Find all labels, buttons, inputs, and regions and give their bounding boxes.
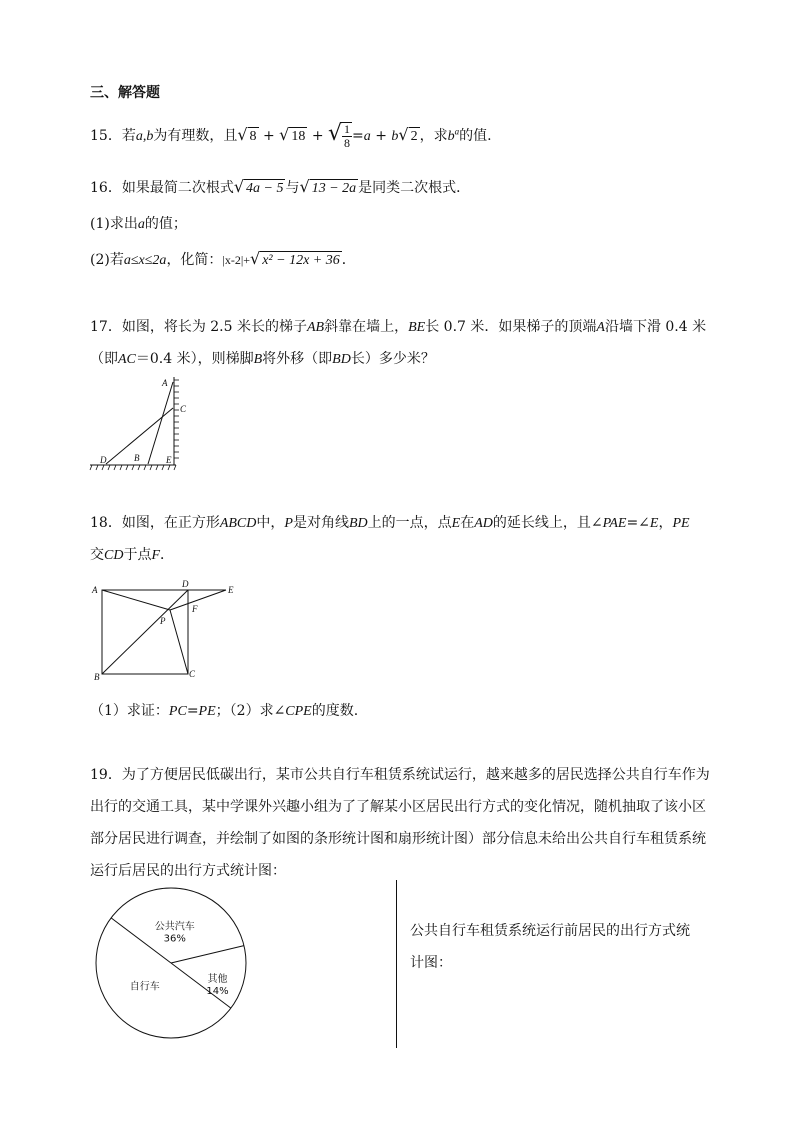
q17-text: 如图，将长为 2.5 米长的梯子 — [121, 319, 307, 335]
q18-var: ABCD — [219, 516, 257, 531]
label-e: E — [228, 585, 234, 595]
label-f: F — [192, 604, 198, 614]
q17-text: 斜靠在墙上， — [324, 319, 409, 335]
q16-sub2-cond: a≤x≤2a — [123, 253, 167, 268]
question-16-part-2: (2)若a≤x≤2a，化简：|x-2|+√ x² − 12x + 36 ． — [90, 249, 356, 268]
q18-text: 中， — [256, 515, 285, 531]
q17-number: 17． — [90, 319, 122, 335]
q16-sub2-radicand: x² − 12x + 36 — [262, 253, 340, 268]
pie-slice-boundary — [171, 946, 244, 963]
q17-var: A — [596, 320, 605, 335]
question-19-line-3: 部分居民进行调查，并绘制了如图的条形统计图和扇形统计图）部分信息未给出公共自行车租赁系统 — [90, 831, 706, 847]
q18-var: AD — [474, 516, 493, 531]
question-17-line-1 — [90, 318, 706, 337]
label-a: A — [162, 378, 168, 388]
q17-text: 沿墙下滑 0.4 米 — [604, 319, 707, 335]
q18-text: 的延长线上，且∠ — [492, 515, 603, 531]
q18-text: 是对角线 — [292, 515, 349, 531]
q16-text: 如果最简二次根式 — [121, 180, 234, 196]
q18-text: 在 — [460, 515, 475, 531]
q18-text: ． — [160, 547, 175, 563]
q18-var: CD — [104, 548, 124, 563]
q17-text: 长）多少米？ — [350, 351, 435, 367]
segment-ap — [102, 590, 170, 610]
q18-sub-text: 的度数. — [311, 703, 359, 719]
pie-slice-label: 公共汽车 — [154, 921, 195, 933]
q15-vars: a,b — [135, 129, 154, 144]
q18-text: 交 — [90, 547, 104, 563]
q16-text: 与 — [285, 180, 300, 196]
q18-var: PE — [672, 516, 690, 531]
q16-text: 是同类二次根式． — [358, 180, 471, 196]
q17-text: 将外移（即 — [262, 351, 333, 367]
pie-chart — [90, 884, 254, 1044]
q16-sub1-end: 的值； — [144, 216, 187, 232]
square-figure — [86, 578, 246, 686]
q18-sub-text: = — [186, 703, 199, 719]
label-b: B — [94, 672, 100, 682]
q18-var: BD — [348, 516, 368, 531]
q18-text: 上的一点，点 — [367, 515, 452, 531]
q15-rhs-radicand: 2 — [410, 129, 418, 144]
q18-sub-var: PE — [198, 704, 216, 719]
ladder-ab — [148, 382, 173, 464]
q16-sub1-label: (1)求出 — [90, 216, 138, 232]
segment-pc — [170, 610, 188, 674]
q16-radicand-2: 13 − 2a — [311, 181, 357, 196]
q16-sub2-end: ． — [341, 252, 356, 268]
q15-number: 15． — [90, 128, 122, 144]
q18-text: ， — [658, 515, 673, 531]
q16-sub2-abs: |x-2|+ — [222, 253, 251, 267]
q15-fraction: $\frac{1}{8}$ — [344, 122, 351, 150]
question-18-line-2 — [90, 546, 174, 565]
q15-rhs-a: a — [363, 129, 371, 144]
q18-var: P — [284, 516, 293, 531]
pie-slice-value: 36% — [163, 933, 186, 945]
question-16-part-1 — [90, 215, 187, 234]
q15-pow-exp: a — [454, 126, 460, 137]
q18-text: 如图，在正方形 — [121, 515, 220, 531]
chart-caption-line-2: 计图： — [410, 955, 452, 971]
q18-sub-var: PC — [168, 704, 187, 719]
ladder-figure — [86, 372, 196, 472]
q16-sub2-mid: ，化简： — [166, 252, 223, 268]
pie-slice-label: 其他 — [207, 973, 228, 985]
q18-var: E — [649, 516, 659, 531]
q15-text: 的值. — [459, 128, 492, 144]
q18-sub-var: CPE — [285, 704, 312, 719]
q18-var: F — [151, 548, 161, 563]
q15-text: 若 — [121, 128, 136, 144]
q16-number: 16． — [90, 180, 122, 196]
column-divider — [396, 880, 397, 1048]
q18-number: 18． — [90, 515, 122, 531]
q17-var: BE — [408, 320, 426, 335]
label-e: E — [166, 455, 172, 465]
q18-sub-text: （1）求证： — [90, 703, 169, 719]
q16-sub2-label: (2)若 — [90, 252, 124, 268]
q15-rhs-b: b — [391, 129, 399, 144]
q17-text: ＝0.4 米），则梯脚 — [135, 351, 254, 367]
ladder-cd — [106, 408, 173, 464]
question-19-line-4: 运行后居民的出行方式统计图： — [90, 863, 286, 879]
q15-text: 为有理数，且 — [153, 128, 238, 144]
pie-slice-value: 14% — [206, 985, 229, 997]
label-c: C — [189, 669, 196, 679]
q18-var: PAE — [602, 516, 627, 531]
label-d: D — [182, 579, 189, 589]
q18-sub-text: ；（2）求∠ — [215, 703, 286, 719]
chart-caption-line-1: 公共自行车租赁系统运行前居民的出行方式统 — [410, 923, 690, 939]
question-19-line-2: 出行的交通工具，某中学课外兴趣小组为了了解某小区居民出行方式的变化情况，随机抽取了该小区 — [90, 799, 706, 815]
q17-text: （即 — [90, 351, 118, 367]
q15-radicand-1: 8 — [249, 129, 257, 144]
q16-radicand-1: 4a − 5 — [246, 181, 284, 196]
label-b: B — [134, 453, 140, 463]
question-16: 16．如果最简二次根式√ 4a − 5 与√ 13 − 2a 是同类二次根式． — [90, 177, 471, 196]
q18-var: E — [451, 516, 461, 531]
q17-var: BD — [332, 352, 351, 367]
q17-var: AC — [118, 352, 136, 367]
q15-text: ，求 — [419, 128, 448, 144]
label-d: D — [100, 455, 107, 465]
pie-slice-label: 自行车 — [129, 981, 160, 993]
q15-pow-base: b — [447, 129, 455, 144]
q16-sub1-var: a — [137, 217, 145, 232]
q17-var: B — [253, 352, 263, 367]
question-18-subquestions — [90, 702, 358, 721]
q17-var: AB — [307, 320, 325, 335]
q18-text: 于点 — [123, 547, 152, 563]
question-19-line-1: 19．为了方便居民低碳出行，某市公共自行车租赁系统试运行，越来越多的居民选择公共自行车作为 — [90, 767, 710, 783]
q18-text: =∠ — [626, 515, 650, 531]
label-c: C — [180, 404, 187, 414]
q17-text: 长 0.7 米．如果梯子的顶端 — [425, 319, 597, 335]
q15-radicand-2: 18 — [291, 129, 306, 144]
question-17-line-2 — [90, 350, 435, 369]
label-p: P — [160, 616, 166, 626]
question-15: 15．若a,b为有理数，且√ 8 + √ 18 + √ $\frac{1}{8}$ =a + b√ 2 ，求$b^a$的值. — [90, 121, 492, 150]
section-title: 三、解答题 — [90, 85, 160, 101]
question-18-line-1 — [90, 514, 690, 533]
label-a: A — [92, 585, 98, 595]
